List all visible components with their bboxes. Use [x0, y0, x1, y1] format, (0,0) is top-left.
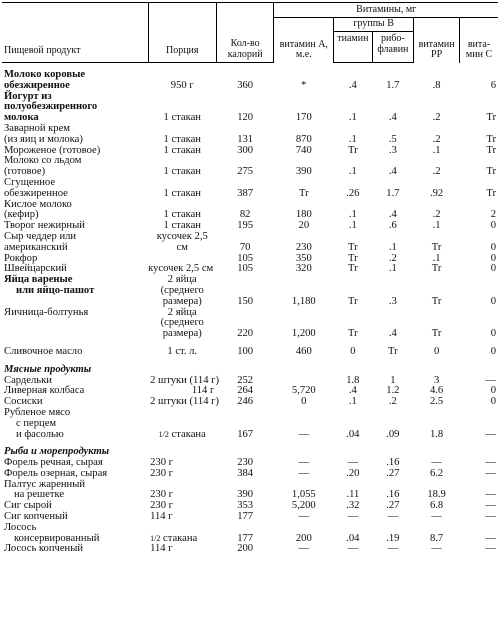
- cell-thiamin: .32: [346, 500, 360, 512]
- table-row: [2, 275, 498, 307]
- table-row: [2, 200, 498, 222]
- cell-vit-pp: .1: [432, 220, 441, 232]
- cell-portion: 230 г: [150, 500, 173, 512]
- header-riboflavin: рибо-флавин: [372, 32, 414, 63]
- cell-vit-c: —: [485, 532, 496, 544]
- cell-calories: 131: [237, 133, 254, 145]
- cell-calories: 82: [239, 209, 251, 221]
- cell-vit-a: 170: [295, 112, 312, 124]
- cell-vit-a: 390: [295, 166, 312, 178]
- product-line: Швейцарский: [4, 263, 67, 275]
- portion-unit: стакана: [160, 532, 198, 544]
- cell-vit-c: —: [485, 467, 496, 479]
- cell-vit-a: —: [298, 543, 310, 555]
- cell-vit-c: —: [485, 374, 496, 386]
- cell-riboflavin: Tr: [388, 345, 398, 357]
- cell-vit-pp: Tr: [431, 241, 442, 253]
- cell-calories: 200: [237, 543, 254, 555]
- cell-calories: 252: [237, 374, 254, 386]
- cell-calories: 120: [237, 112, 254, 124]
- cell-vit-pp: 2.5: [429, 396, 444, 408]
- cell-thiamin: .1: [348, 396, 357, 408]
- product-line: Сыр чеддер или: [4, 230, 77, 242]
- cell-product: на решетке: [14, 489, 65, 501]
- cell-calories: 230: [237, 457, 254, 469]
- cell-portion: 1 стакан: [163, 133, 201, 145]
- cell-thiamin: Tr: [348, 144, 358, 156]
- cell-calories: 264: [237, 385, 254, 397]
- cell-calories: 150: [237, 295, 254, 307]
- cell-portion: кусочек 2,5 см: [156, 230, 208, 253]
- cell-vit-pp: 6.2: [429, 467, 444, 479]
- product-line: Йогурт из: [4, 90, 52, 102]
- cell-calories: 70: [239, 241, 251, 253]
- cell-product: Сиг копченый: [4, 511, 68, 523]
- cell-calories: 246: [237, 396, 254, 408]
- cell-product: [2, 156, 148, 178]
- cell-portion: 1 стакан: [163, 187, 201, 199]
- section-meat-heading: Мясные продукты: [4, 363, 92, 375]
- cell-vit-pp: .2: [432, 112, 441, 124]
- cell-riboflavin: .4: [388, 166, 397, 178]
- cell-vit-pp: —: [431, 457, 442, 469]
- cell-thiamin: .1: [348, 112, 357, 124]
- cell-portion: 230 г: [150, 457, 173, 469]
- cell-vit-a: 180: [295, 209, 312, 221]
- cell-vit-pp: 6.8: [429, 500, 444, 512]
- header-calories: Кол-во калорий: [216, 3, 274, 63]
- cell-vit-pp: —: [431, 543, 442, 555]
- product-line: обезжиренное: [4, 187, 68, 199]
- product-line: Сгущенное: [4, 176, 56, 188]
- cell-vit-c: 0: [490, 396, 496, 408]
- cell-vit-pp: 3: [433, 374, 440, 386]
- cell-vit-a: 350: [295, 252, 312, 264]
- cell-product: Ливерная колбаса: [4, 385, 85, 397]
- cell-vit-c: —: [485, 511, 496, 523]
- table-row: [2, 124, 498, 146]
- cell-product: Лосось копченый: [4, 543, 83, 555]
- cell-calories: 390: [237, 489, 254, 501]
- product-line: Кислое молоко: [4, 198, 72, 210]
- table-row: [2, 221, 498, 232]
- cell-portion: 2 штуки (114 г): [150, 374, 220, 386]
- cell-thiamin: .11: [346, 489, 360, 501]
- cell-product: Лосось: [4, 521, 37, 533]
- cell-vit-c: Tr: [486, 133, 496, 145]
- cell-calories: 384: [237, 467, 254, 479]
- cell-calories: 167: [237, 428, 254, 440]
- cell-vit-c: 2: [490, 209, 496, 221]
- cell-portion: 114 г: [150, 511, 173, 523]
- cell-thiamin: 0: [350, 345, 356, 357]
- cell-calories: 177: [237, 511, 254, 523]
- cell-thiamin: —: [347, 457, 359, 469]
- cell-product: Сардельки: [4, 374, 52, 386]
- cell-product: [2, 70, 148, 92]
- cell-vit-c: 0: [490, 295, 496, 307]
- cell-vit-pp: Tr: [431, 328, 442, 340]
- cell-riboflavin: .1: [388, 241, 397, 253]
- cell-riboflavin: .3: [388, 295, 397, 307]
- product-line: (кефир): [4, 209, 39, 221]
- cell-portion: 1 стакан: [163, 220, 201, 232]
- cell-vit-c: 0: [490, 263, 496, 275]
- cell-riboflavin: .27: [386, 500, 400, 512]
- cell-thiamin: .1: [348, 166, 357, 178]
- header-vit-c: вита-мин С: [460, 18, 498, 63]
- cell-product: [2, 275, 148, 307]
- table-row: [2, 232, 498, 254]
- cell-product: [2, 200, 148, 222]
- cell-product: Сосиски: [4, 396, 43, 408]
- cell-calories: 195: [237, 220, 254, 232]
- cell-product: [2, 232, 148, 254]
- cell-thiamin: .4: [348, 385, 357, 397]
- product-line: и фасолью: [16, 428, 64, 440]
- product-line: американский: [4, 241, 68, 253]
- cell-calories: 300: [237, 144, 254, 156]
- cell-thiamin: Tr: [348, 241, 358, 253]
- product-line: (из яиц и молока): [4, 133, 83, 145]
- cell-vit-pp: .8: [432, 79, 441, 91]
- cell-product: [2, 308, 148, 340]
- table-row: [2, 264, 498, 275]
- cell-vit-pp: .92: [429, 187, 444, 199]
- cell-thiamin: —: [347, 511, 359, 523]
- cell-portion: 114 г: [191, 385, 215, 397]
- product-line: Творог нежирный: [4, 220, 85, 232]
- cell-vit-c: Tr: [486, 144, 496, 156]
- header-product: Пищевой продукт: [2, 3, 148, 63]
- table-row: [2, 308, 498, 340]
- cell-riboflavin: .19: [386, 532, 400, 544]
- cell-riboflavin: .4: [388, 209, 397, 221]
- cell-calories: 177: [237, 532, 254, 544]
- cell-product: Форель озерная, сырая: [4, 467, 108, 479]
- cell-vit-a: 20: [298, 220, 310, 232]
- table-row: [2, 544, 498, 555]
- cell-calories: 105: [237, 263, 254, 275]
- cell-thiamin: .1: [348, 209, 357, 221]
- cell-vit-c: 0: [490, 241, 496, 253]
- cell-vit-pp: .1: [432, 252, 441, 264]
- cell-vit-pp: .2: [432, 209, 441, 221]
- cell-vit-pp: .2: [432, 166, 441, 178]
- cell-vit-c: —: [485, 428, 496, 440]
- product-line: полуобезжиренного: [4, 101, 98, 113]
- cell-product: [2, 92, 148, 124]
- table-row: [2, 397, 498, 408]
- cell-vit-a: —: [298, 457, 310, 469]
- cell-vit-a: 740: [295, 144, 312, 156]
- cell-vit-pp: 8.7: [429, 532, 444, 544]
- portion-unit: стакана: [168, 428, 206, 440]
- cell-vit-a: 460: [295, 345, 312, 357]
- cell-vit-pp: 0: [433, 345, 440, 357]
- cell-vit-pp: Tr: [431, 263, 442, 275]
- cell-thiamin: .04: [346, 428, 360, 440]
- cell-portion: 230 г: [150, 489, 173, 501]
- cell-thiamin: Tr: [348, 328, 358, 340]
- cell-vit-a: 0: [301, 396, 307, 408]
- cell-thiamin: 1.8: [346, 374, 360, 386]
- table-row: [2, 512, 498, 523]
- header-vit-pp: витамин РР: [414, 18, 460, 63]
- cell-vit-a: 320: [295, 263, 312, 275]
- cell-vit-c: Tr: [486, 166, 496, 178]
- cell-riboflavin: .6: [388, 220, 397, 232]
- cell-riboflavin: .4: [388, 112, 397, 124]
- cell-vit-a: —: [298, 511, 310, 523]
- cell-riboflavin: —: [387, 511, 399, 523]
- table-row: [2, 347, 498, 358]
- cell-product: консервированный: [14, 532, 100, 544]
- cell-riboflavin: .27: [386, 467, 400, 479]
- cell-riboflavin: .16: [386, 489, 400, 501]
- cell-thiamin: .04: [346, 532, 360, 544]
- cell-riboflavin: —: [387, 543, 399, 555]
- product-line: молока: [4, 112, 39, 124]
- cell-product: [2, 178, 148, 200]
- cell-calories: 360: [237, 79, 254, 91]
- cell-vit-a: Tr: [298, 187, 309, 199]
- cell-calories: 387: [237, 187, 254, 199]
- cell-thiamin: .26: [346, 187, 360, 199]
- cell-product: Палтус жаренный: [4, 478, 86, 490]
- cell-portion: 1 стакан: [163, 166, 201, 178]
- cell-portion: 1 ст. л.: [167, 345, 198, 357]
- cell-riboflavin: .2: [388, 252, 397, 264]
- cell-vit-c: 0: [490, 385, 496, 397]
- cell-vit-c: Tr: [486, 112, 496, 124]
- cell-vit-c: 6: [490, 79, 496, 91]
- header-portion: Порция: [148, 3, 216, 63]
- cell-vit-c: —: [485, 543, 496, 555]
- cell-product: [2, 347, 148, 358]
- table-row: [2, 178, 498, 200]
- cell-riboflavin: 1.2: [386, 385, 400, 397]
- section-fish-heading: Рыба и морепродукты: [4, 446, 110, 458]
- table-row: [2, 70, 498, 92]
- cell-vit-c: 0: [490, 328, 496, 340]
- cell-vit-a: 1,055: [291, 489, 316, 501]
- product-line: Яичница-болтунья: [4, 306, 89, 318]
- cell-thiamin: .1: [348, 220, 357, 232]
- product-line: Молоко со льдом: [4, 155, 82, 167]
- cell-calories: 100: [237, 345, 254, 357]
- cell-vit-pp: .1: [432, 144, 441, 156]
- cell-thiamin: .20: [346, 467, 360, 479]
- cell-vit-c: 0: [490, 345, 496, 357]
- cell-vit-pp: Tr: [431, 295, 442, 307]
- header-group-b: группы В: [334, 18, 414, 32]
- cell-riboflavin: 1.7: [386, 187, 400, 199]
- cell-vit-a: 200: [295, 532, 312, 544]
- cell-riboflavin: .4: [388, 328, 397, 340]
- cell-vit-c: —: [485, 500, 496, 512]
- cell-product: [2, 124, 148, 146]
- cell-vit-a: 1,200: [291, 328, 316, 340]
- cell-product: Сиг сырой: [4, 500, 52, 512]
- cell-vit-a: —: [298, 428, 310, 440]
- product-line: Яйца вареные: [4, 274, 73, 286]
- cell-vit-a: 870: [295, 133, 312, 145]
- cell-portion: 230 г: [150, 467, 173, 479]
- portion-fraction: 1/2: [158, 429, 169, 439]
- cell-thiamin: Tr: [348, 252, 358, 264]
- cell-portion: 114 г: [150, 543, 173, 555]
- cell-vit-c: 0: [490, 220, 496, 232]
- header-thiamin: тиамин: [334, 32, 372, 63]
- header-vit-a: витамин А, м.е.: [274, 18, 334, 63]
- cell-vit-a: —: [298, 467, 310, 479]
- product-line: обезжиренное: [4, 79, 70, 91]
- table-row: [2, 408, 498, 440]
- cell-thiamin: —: [347, 543, 359, 555]
- product-line: Рокфор: [4, 252, 38, 264]
- cell-vit-pp: .2: [432, 133, 441, 145]
- cell-vit-pp: 4.6: [429, 385, 444, 397]
- cell-riboflavin: .2: [388, 396, 397, 408]
- cell-vit-a: *: [301, 79, 307, 91]
- cell-riboflavin: 1: [390, 374, 396, 386]
- cell-portion: 950 г: [170, 79, 194, 91]
- cell-riboflavin: .16: [386, 457, 400, 469]
- product-line: Рубленое мясо: [4, 406, 71, 418]
- cell-vit-pp: —: [431, 511, 442, 523]
- cell-portion: [148, 408, 216, 440]
- product-line: или яйцо-пашот: [16, 284, 95, 296]
- cell-vit-c: —: [485, 457, 496, 469]
- cell-vit-c: 0: [490, 252, 496, 264]
- cell-vit-a: 1,180: [291, 295, 316, 307]
- vitamins-table: [2, 2, 498, 555]
- table-body: [2, 63, 498, 556]
- cell-portion: 1 стакан: [163, 112, 201, 124]
- cell-thiamin: Tr: [348, 263, 358, 275]
- header-vitamins: Витамины, мг: [274, 3, 498, 18]
- cell-calories: 105: [237, 252, 254, 264]
- cell-portion: 1 стакан: [163, 209, 201, 221]
- cell-calories: 220: [237, 328, 254, 340]
- cell-thiamin: Tr: [348, 295, 358, 307]
- table-row: [2, 156, 498, 178]
- product-line: (готовое): [4, 166, 46, 178]
- cell-portion: 2 штуки (114 г): [150, 396, 220, 408]
- cell-riboflavin: 1.7: [386, 79, 400, 91]
- cell-riboflavin: .3: [388, 144, 397, 156]
- cell-riboflavin: .1: [388, 263, 397, 275]
- product-line: Молоко коровые: [4, 69, 86, 80]
- cell-portion: кусочек 2,5 см: [148, 263, 214, 275]
- cell-vit-a: 5,720: [291, 385, 316, 397]
- cell-calories: 353: [237, 500, 254, 512]
- cell-product: [2, 408, 148, 440]
- cell-thiamin: .4: [348, 79, 357, 91]
- cell-product: Форель речная, сырая: [4, 457, 103, 469]
- product-line: Мороженое (готовое): [4, 144, 101, 156]
- cell-thiamin: .1: [348, 133, 357, 145]
- cell-portion: 2 яйца (среднего размера): [160, 306, 204, 340]
- cell-portion: 1 стакан: [163, 144, 201, 156]
- cell-riboflavin: .09: [386, 428, 400, 440]
- portion-fraction: 1/2: [150, 533, 161, 543]
- product-line: Сливочное масло: [4, 345, 83, 357]
- cell-vit-c: —: [485, 489, 496, 501]
- cell-riboflavin: .5: [388, 133, 397, 145]
- cell-calories: 275: [237, 166, 254, 178]
- product-line: Заварной крем: [4, 122, 71, 134]
- product-line: с перцем: [16, 417, 57, 429]
- cell-vit-a: 230: [295, 241, 312, 253]
- cell-vit-pp: 1.8: [429, 428, 444, 440]
- cell-portion: 2 яйца (среднего размера): [160, 274, 204, 307]
- table-row: [2, 92, 498, 124]
- cell-vit-a: 5,200: [291, 500, 316, 512]
- cell-vit-c: Tr: [486, 187, 496, 199]
- cell-vit-pp: 18.9: [427, 489, 446, 501]
